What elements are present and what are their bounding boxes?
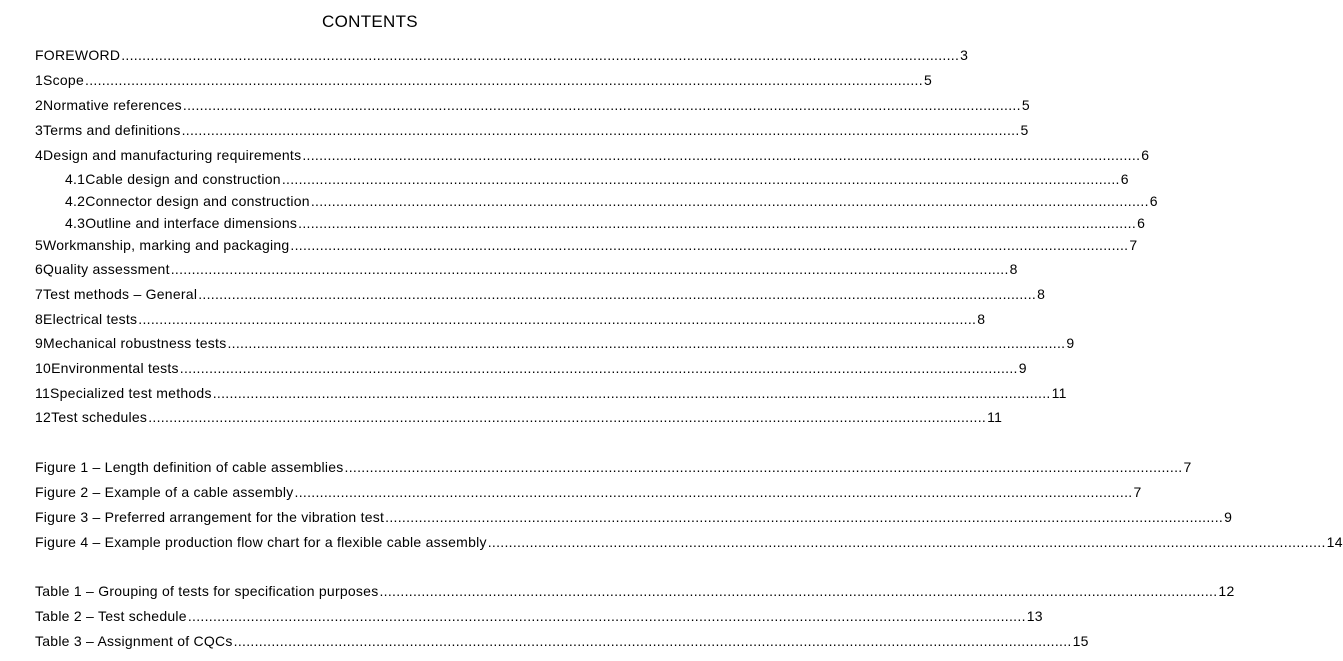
- toc-title: CONTENTS: [322, 12, 418, 31]
- leader-dots: ........................................................................................................................................................................................................: [344, 459, 1183, 475]
- leader-dots: ........................................................................................................................................................................................................: [385, 509, 1224, 525]
- toc-entry-clause[interactable]: [35, 122, 1029, 142]
- toc-entry-label: Cable design and construction: [85, 171, 281, 187]
- toc-entry-page: 6: [1141, 147, 1150, 163]
- leader-dots: ........................................................................................................................................................................................................: [85, 72, 923, 88]
- toc-entry-page: 5: [1020, 122, 1029, 138]
- toc-entry-label: Connector design and construction: [85, 193, 310, 209]
- toc-entry-page: 6: [1137, 215, 1146, 231]
- leader-dots: ........................................................................................................................................................................................................: [170, 261, 1009, 277]
- toc-entry-page: 6: [1149, 193, 1158, 209]
- clause-number: 4.1: [65, 171, 86, 187]
- toc-entry-clause[interactable]: [35, 360, 1027, 380]
- clause-number: 10: [35, 360, 52, 376]
- toc-entry-label: Test schedules: [51, 409, 148, 425]
- toc-entry-page: 6: [1120, 171, 1129, 187]
- toc-entry-page: 8: [977, 311, 986, 327]
- leader-dots: ........................................................................................................................................................................................................: [212, 385, 1051, 401]
- toc-entry-page: 12: [1218, 583, 1235, 599]
- toc-entry-subclause[interactable]: [65, 193, 1158, 213]
- toc-entry-label: Outline and interface dimensions: [85, 215, 298, 231]
- toc-entry-label: Table 1 – Grouping of tests for specification purposes: [35, 583, 379, 599]
- toc-entry-page: 9: [1018, 360, 1027, 376]
- clause-number: 7: [35, 286, 44, 302]
- toc-entry-page: 11: [1051, 385, 1067, 401]
- toc-entry-clause[interactable]: [35, 286, 1046, 306]
- toc-entry-page: 7: [1129, 237, 1138, 253]
- toc-entry-label: Figure 4 – Example production flow chart for a flexible cable assembly: [35, 534, 487, 550]
- toc-entry-figure[interactable]: [35, 484, 1142, 504]
- toc-entry-label: Figure 3 – Preferred arrangement for the vibration test: [35, 509, 385, 525]
- toc-entry-label: Specialized test methods: [50, 385, 212, 401]
- toc-entry-clause[interactable]: [35, 237, 1138, 257]
- toc-entry-page: 8: [1009, 261, 1018, 277]
- toc-entry-table[interactable]: [35, 583, 1235, 603]
- leader-dots: ........................................................................................................................................................................................................: [298, 215, 1137, 231]
- toc-entry-label: Terms and definitions: [43, 122, 181, 138]
- toc-entry-figure[interactable]: [35, 459, 1192, 479]
- leader-dots: ........................................................................................................................................................................................................: [181, 122, 1020, 138]
- leader-dots: ........................................................................................................................................................................................................: [179, 360, 1018, 376]
- clause-number: 1: [35, 72, 44, 88]
- toc-entry-clause[interactable]: [35, 97, 1030, 117]
- clause-number: 12: [35, 409, 52, 425]
- leader-dots: ........................................................................................................................................................................................................: [138, 311, 977, 327]
- leader-dots: ........................................................................................................................................................................................................: [281, 171, 1120, 187]
- leader-dots: ........................................................................................................................................................................................................: [302, 147, 1141, 163]
- clause-number: 4.2: [65, 193, 86, 209]
- toc-entry-page: 9: [1066, 335, 1075, 351]
- toc-entry-figure[interactable]: [35, 534, 1343, 554]
- toc-entry-label: Table 3 – Assignment of CQCs: [35, 633, 233, 649]
- toc-entry-table[interactable]: [35, 608, 1043, 628]
- toc-entry-figure[interactable]: [35, 509, 1233, 529]
- toc-entry-label: Figure 1 – Length definition of cable assemblies: [35, 459, 344, 475]
- clause-number: 8: [35, 311, 44, 327]
- leader-dots: ........................................................................................................................................................................................................: [227, 335, 1066, 351]
- toc-entry-clause[interactable]: [35, 311, 986, 331]
- toc-entry-label: Table 2 – Test schedule: [35, 608, 187, 624]
- leader-dots: ........................................................................................................................................................................................................: [487, 534, 1326, 550]
- toc-entry-page: 14: [1326, 534, 1343, 550]
- toc-entry-page: 11: [987, 409, 1003, 425]
- clause-number: 6: [35, 261, 44, 277]
- toc-entry-label: Scope: [43, 72, 84, 88]
- toc-entry-page: 5: [923, 72, 932, 88]
- toc-entry-label: Workmanship, marking and packaging: [43, 237, 290, 253]
- toc-entry-label: Quality assessment: [43, 261, 170, 277]
- toc-entry-clause[interactable]: [35, 385, 1067, 405]
- leader-dots: ........................................................................................................................................................................................................: [121, 47, 960, 63]
- toc-entry-page: 5: [1021, 97, 1030, 113]
- leader-dots: ........................................................................................................................................................................................................: [187, 608, 1026, 624]
- toc-entry-foreword[interactable]: [35, 47, 969, 67]
- toc-entry-label: Mechanical robustness tests: [43, 335, 227, 351]
- clause-number: 3: [35, 122, 44, 138]
- leader-dots: ........................................................................................................................................................................................................: [148, 409, 987, 425]
- leader-dots: ........................................................................................................................................................................................................: [182, 97, 1021, 113]
- toc-entry-label: Environmental tests: [51, 360, 179, 376]
- toc-entry-table[interactable]: [35, 633, 1089, 653]
- clause-number: 5: [35, 237, 44, 253]
- leader-dots: ........................................................................................................................................................................................................: [290, 237, 1129, 253]
- leader-dots: ........................................................................................................................................................................................................: [233, 633, 1072, 649]
- toc-entry-page: 9: [1224, 509, 1233, 525]
- toc-entry-page: 8: [1037, 286, 1046, 302]
- leader-dots: ........................................................................................................................................................................................................: [294, 484, 1133, 500]
- toc-entry-page: 3: [960, 47, 969, 63]
- clause-number: 2: [35, 97, 44, 113]
- toc-entry-page: 7: [1133, 484, 1142, 500]
- toc-entry-page: 15: [1072, 633, 1089, 649]
- leader-dots: ........................................................................................................................................................................................................: [198, 286, 1037, 302]
- toc-entry-subclause[interactable]: [65, 215, 1146, 235]
- toc-entry-label: Test methods – General: [43, 286, 198, 302]
- toc-entry-page: 13: [1026, 608, 1043, 624]
- toc-entry-label: Normative references: [43, 97, 182, 113]
- leader-dots: ........................................................................................................................................................................................................: [310, 193, 1149, 209]
- toc-entry-label: Electrical tests: [43, 311, 138, 327]
- toc-entry-clause[interactable]: [35, 147, 1150, 167]
- toc-entry-clause[interactable]: [35, 261, 1018, 281]
- toc-entry-clause[interactable]: [35, 335, 1075, 355]
- toc-entry-subclause[interactable]: [65, 171, 1129, 191]
- clause-number: 11: [35, 385, 51, 401]
- leader-dots: ........................................................................................................................................................................................................: [379, 583, 1218, 599]
- clause-number: 4: [35, 147, 44, 163]
- toc-entry-label: Design and manufacturing requirements: [43, 147, 302, 163]
- clause-number: 9: [35, 335, 44, 351]
- clause-number: 4.3: [65, 215, 86, 231]
- toc-entry-page: 7: [1183, 459, 1192, 475]
- toc-entry-clause[interactable]: [35, 72, 932, 92]
- toc-entry-clause[interactable]: [35, 409, 1003, 429]
- toc-entry-label: Figure 2 – Example of a cable assembly: [35, 484, 294, 500]
- toc-entry-label: FOREWORD: [35, 47, 121, 63]
